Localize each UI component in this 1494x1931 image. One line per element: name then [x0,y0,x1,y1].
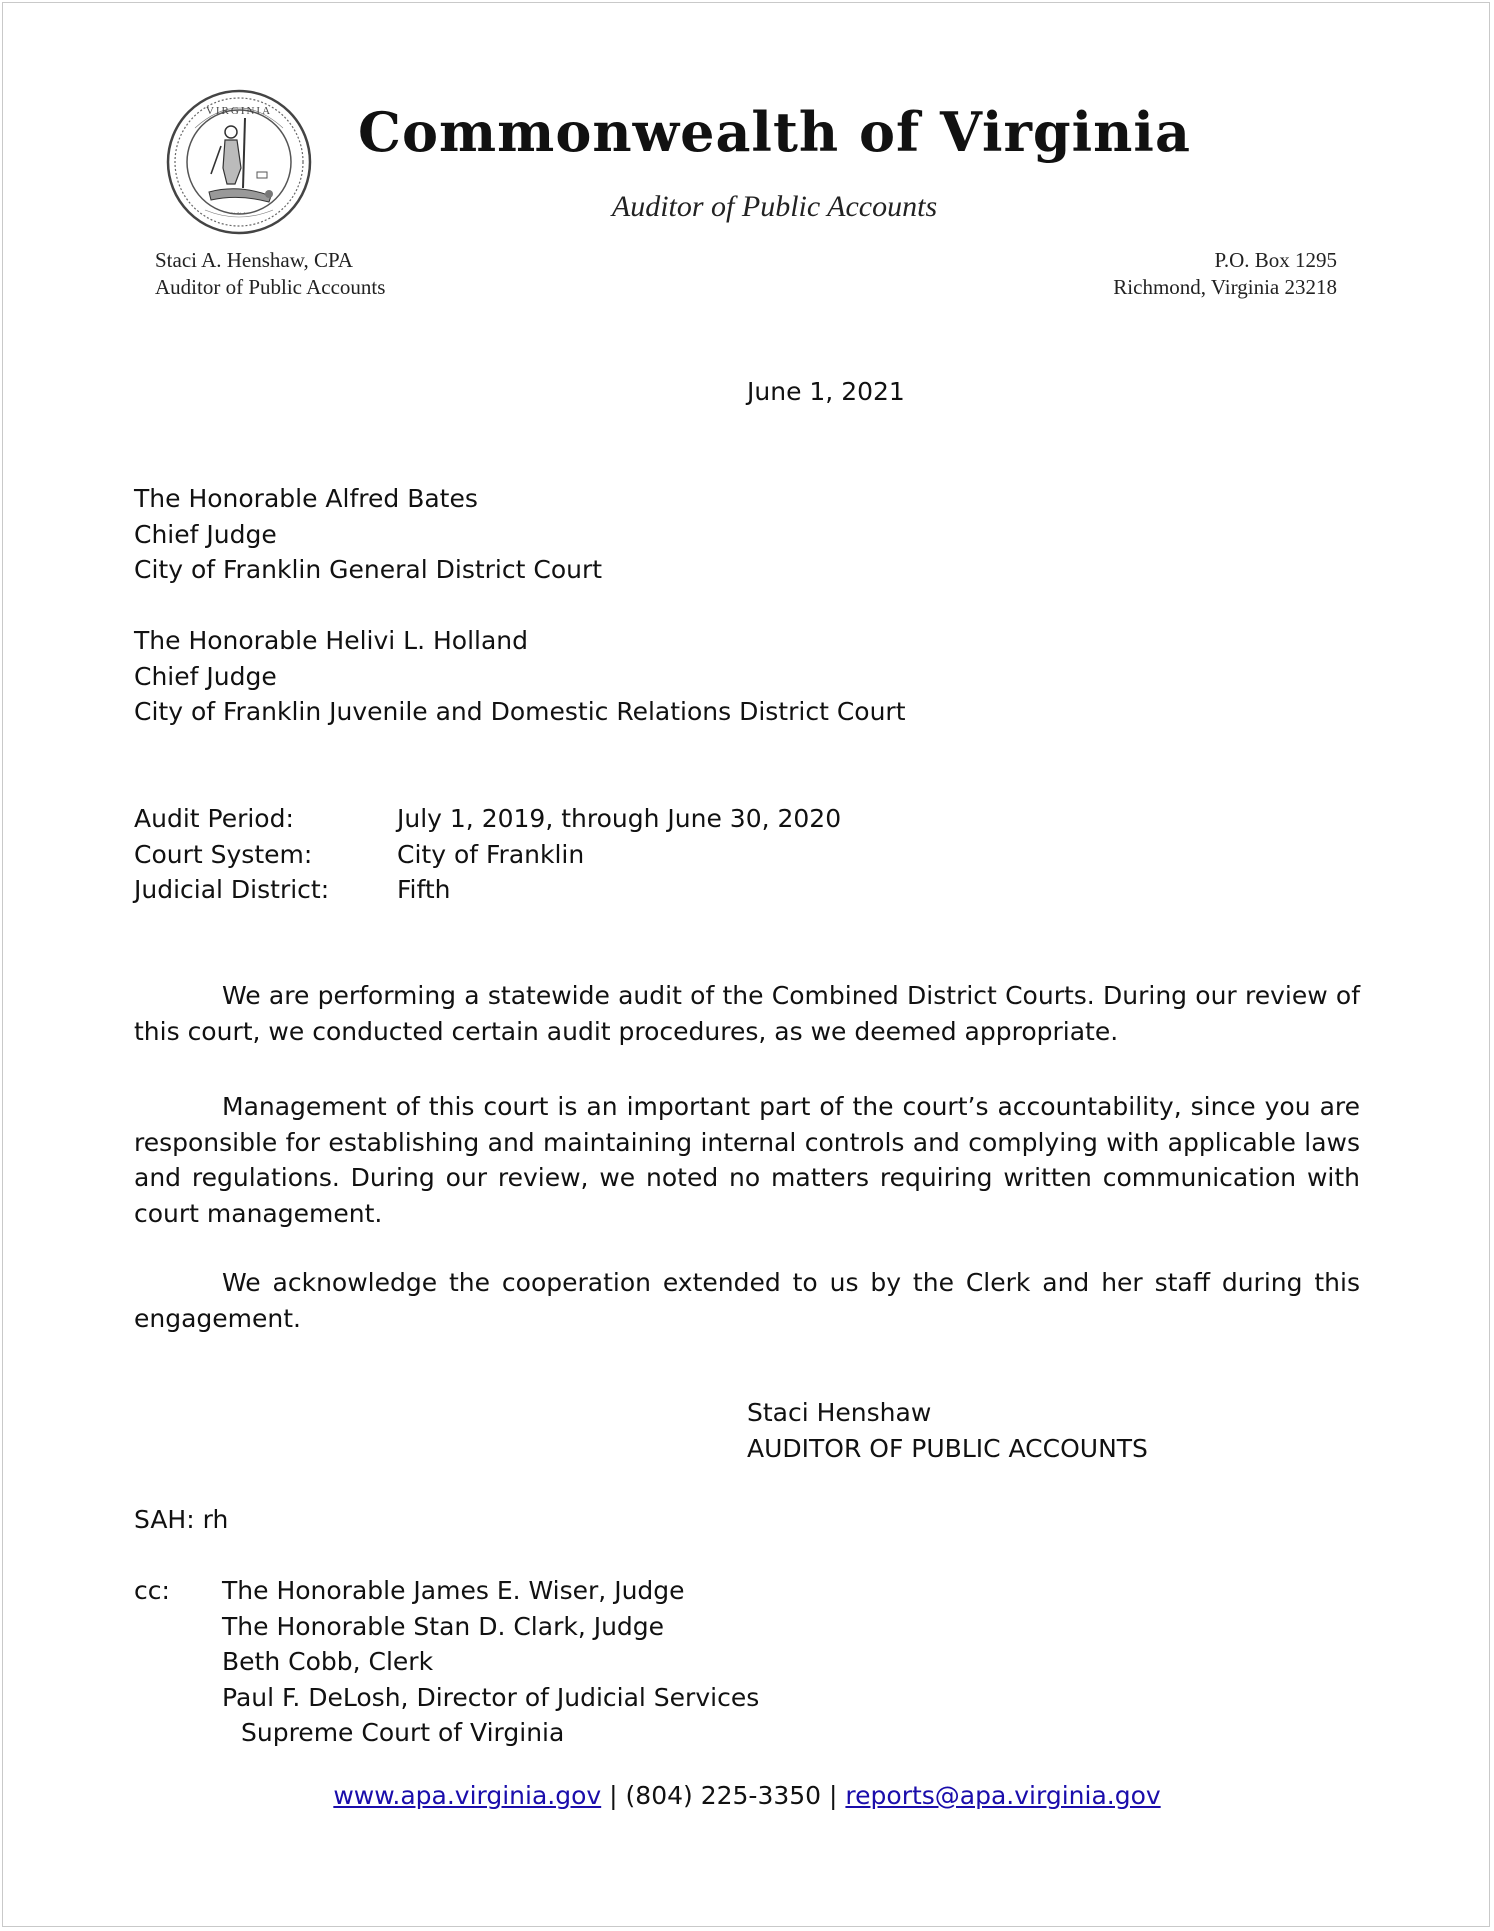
letterhead-subtitle: Auditor of Public Accounts [611,190,938,223]
audit-period-row [134,801,841,837]
cc-row [134,1680,759,1716]
cc-spacer [134,1609,222,1645]
cc-recipient: Paul F. DeLosh, Director of Judicial Services [222,1682,760,1712]
cc-spacer [134,1644,222,1680]
paragraph-text: We acknowledge the cooperation extended to us by the Clerk and her staff during this engagement. [134,1268,1360,1333]
body-paragraph-2 [134,1089,1360,1231]
addressee-block-1 [134,481,602,588]
audit-period-value: July 1, 2019, through June 30, 2020 [397,804,842,833]
letter-date: June 1, 2021 [747,377,905,406]
cc-recipient: The Honorable Stan D. Clark, Judge [222,1611,665,1641]
body-paragraph-1 [134,978,1360,1049]
court-system-label: Court System: [134,839,313,869]
signer-name: Staci Henshaw [747,1398,932,1427]
sender-block [155,247,385,301]
paragraph-text: We are performing a statewide audit of the Combined District Courts. During our review of this court, we conducted certain audit procedures, as we deemed appropriate. [134,981,1360,1046]
cc-label: cc: [134,1576,170,1605]
audit-period-label: Audit Period: [134,804,294,833]
return-address-block [1113,247,1337,301]
court-system-row [134,837,841,873]
addressee-title: Chief Judge [134,519,277,549]
cc-row [134,1609,759,1645]
phone-number: (804) 225-3350 [625,1781,822,1810]
cc-spacer [134,1680,222,1716]
footer-separator: | [829,1781,838,1810]
footer-contact [0,1778,1494,1814]
cc-recipient-org: Supreme Court of Virginia [241,1718,565,1747]
cc-recipient: Beth Cobb, Clerk [222,1647,434,1676]
court-system-value: City of Franklin [397,839,585,869]
body-paragraph-3 [134,1265,1360,1336]
addressee-title: Chief Judge [134,661,277,691]
judicial-district-label: Judicial District: [134,875,330,904]
svg-text:~ ~ ~: ~ ~ ~ [230,209,248,218]
addressee-block-2 [134,623,906,730]
website-link[interactable]: www.apa.virginia.gov [333,1781,602,1810]
addressee-court: City of Franklin Juvenile and Domestic Relations District Court [134,697,906,726]
paragraph-text: Management of this court is an important part of the court’s accountability, since you are responsible for establishing and maintaining internal controls and complying with applicable laws and regulations. During our review, we noted no matters requiring written communication with court management. [134,1092,1360,1228]
cc-row [134,1573,759,1609]
email-link[interactable]: reports@apa.virginia.gov [845,1781,1161,1810]
svg-text:VIRGINIA: VIRGINIA [205,105,273,117]
signature-block [747,1395,1148,1466]
cc-recipient: The Honorable James E. Wiser, Judge [222,1576,685,1605]
judicial-district-value: Fifth [397,875,451,904]
letterhead-title: Commonwealth of Virginia [358,100,1191,164]
reference-initials: SAH: rh [134,1505,229,1534]
cc-row [134,1644,759,1680]
cc-block [134,1573,759,1751]
addressee-name: The Honorable Helivi L. Holland [134,626,529,655]
sender-name: Staci A. Henshaw, CPA [155,248,353,272]
city-state-zip: Richmond, Virginia 23218 [1113,275,1337,299]
addressee-name: The Honorable Alfred Bates [134,484,478,513]
po-box: P.O. Box 1295 [1214,248,1337,272]
signer-title: AUDITOR OF PUBLIC ACCOUNTS [747,1433,1148,1463]
addressee-court: City of Franklin General District Court [134,555,603,584]
sender-title: Auditor of Public Accounts [155,275,386,299]
audit-details [134,801,841,908]
footer-separator: | [609,1781,618,1810]
judicial-district-row [134,872,841,908]
